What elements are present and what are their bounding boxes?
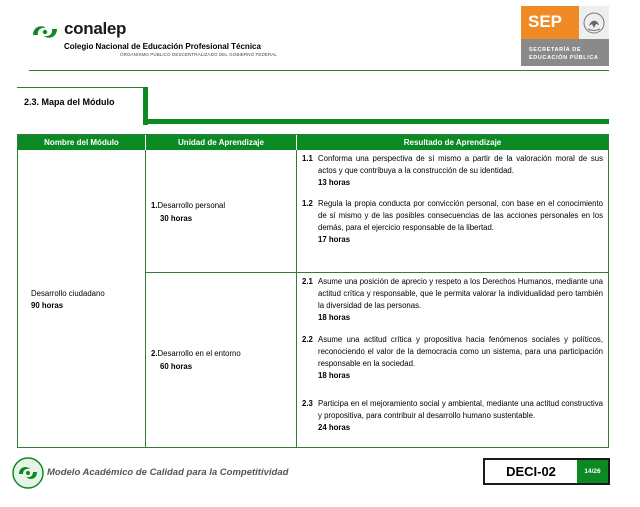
result-hours: 24 horas — [318, 423, 351, 432]
result-hours: 18 horas — [318, 371, 351, 380]
section-top-rule — [17, 87, 148, 88]
column-divider-1 — [145, 150, 146, 447]
result-item — [318, 153, 603, 189]
result-text: Participa en el mejoramiento social y ambiental, mediante una actitud constructiva y propositiva, para contribuir al desarrollo humano sustentable. — [318, 399, 603, 420]
result-number: 1.2 — [302, 199, 313, 208]
unit-hours: 60 horas — [160, 362, 193, 371]
page-number: 14/26 — [577, 460, 608, 483]
institution-subtitle: ORGANISMO PÚBLICO DESCENTRALIZADO DEL GOBIERNO FEDERAL — [120, 52, 278, 57]
institution-name: Colegio Nacional de Educación Profesional Técnica — [64, 42, 261, 51]
module-name: Desarrollo ciudadano — [31, 289, 105, 298]
unit-hours: 30 horas — [160, 214, 193, 223]
section-title: 2.3. Mapa del Módulo — [24, 97, 115, 107]
unit-title: 2.Desarrollo en el entorno — [151, 349, 241, 358]
document-code-box — [483, 458, 610, 485]
document-code: DECI-02 — [506, 464, 556, 479]
sep-line-2: EDUCACIÓN PÚBLICA — [529, 55, 599, 61]
sep-line-1: SECRETARÍA DE — [529, 47, 582, 53]
result-number: 2.1 — [302, 277, 313, 286]
conalep-logo-icon — [29, 21, 61, 43]
section-bar-horizontal — [143, 119, 609, 124]
result-item — [318, 334, 603, 382]
result-text: Asume una posición de aprecio y respeto a los Derechos Humanos, mediante una actitud crítica y responsable, que le permita valorar la individualidad pero también la diversidad de las personas. — [318, 277, 603, 310]
column-divider-2 — [296, 150, 297, 447]
sep-acronym: SEP — [528, 12, 563, 31]
result-text: Asume una actitud crítica y propositiva hacia fenómenos sociales y políticos, reconociendo el valor de la democracia como un sistema, para una participación responsable en la sociedad. — [318, 335, 603, 368]
result-item — [318, 276, 603, 324]
unit-row-divider — [145, 272, 609, 273]
result-item — [318, 198, 603, 246]
conalep-seal-icon — [11, 456, 45, 490]
unit-title: 1.Desarrollo personal — [151, 201, 226, 210]
header-divider — [29, 70, 609, 71]
result-hours: 13 horas — [318, 178, 351, 187]
result-item — [318, 398, 603, 434]
result-text: Regula la propia conducta por convicción personal, con base en el conocimiento de sí mismo y de las posibles consecuencias de las acciones personales en los demás, para el ejercicio responsable de la libertad. — [318, 199, 603, 232]
brand-name: conalep — [64, 19, 127, 38]
header-learning-result: Resultado de Aprendizaje — [297, 135, 608, 150]
module-hours: 90 horas — [31, 301, 64, 310]
header-learning-unit: Unidad de Aprendizaje — [146, 135, 296, 150]
result-number: 2.3 — [302, 399, 313, 408]
result-number: 2.2 — [302, 335, 313, 344]
sep-logo — [521, 6, 609, 66]
result-number: 1.1 — [302, 154, 313, 163]
footer-tagline: Modelo Académico de Calidad para la Competitividad — [47, 467, 289, 478]
result-hours: 18 horas — [318, 313, 351, 322]
header-module-name: Nombre del Módulo — [18, 135, 145, 150]
mexican-eagle-icon — [582, 11, 606, 35]
result-hours: 17 horas — [318, 235, 351, 244]
result-text: Conforma una perspectiva de sí mismo a partir de la valoración moral de sus actos y que contribuya a la construcción de su identidad. — [318, 154, 603, 175]
